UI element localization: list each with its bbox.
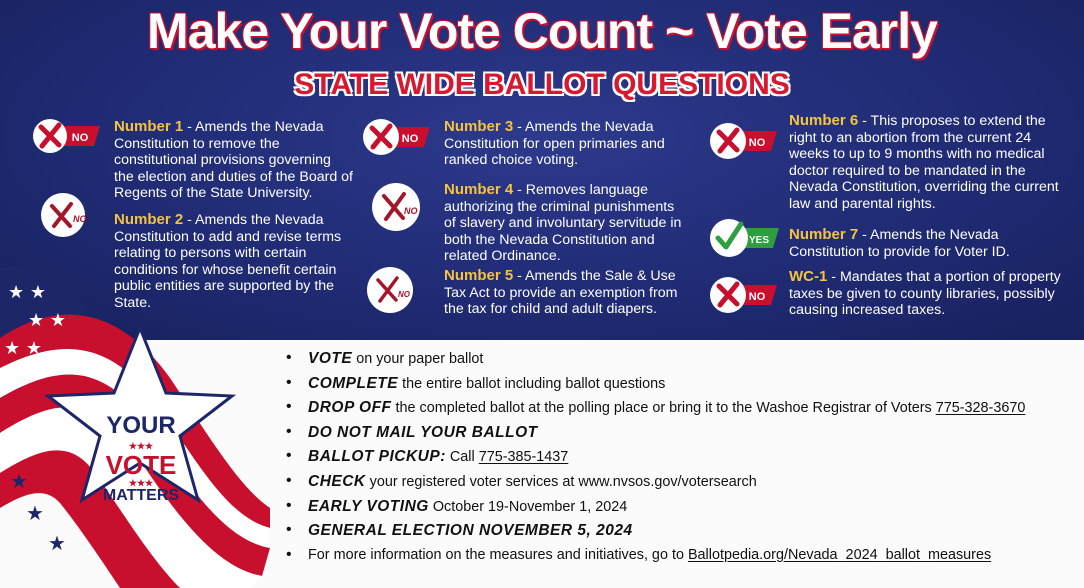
list-item: • BALLOT PICKUP: Call 775-385-1437 (286, 448, 1025, 473)
svg-text:★: ★ (48, 531, 66, 555)
svg-text:NO: NO (71, 132, 89, 144)
badge-stars-top: ★★★ (128, 441, 154, 451)
svg-text:★: ★ (10, 469, 28, 493)
page-title: Make Your Vote Count ~ Vote Early (147, 3, 937, 59)
no-mark-icon-4 (371, 182, 421, 232)
no-mark-icon-1 (32, 116, 102, 156)
svg-text:NO: NO (748, 137, 766, 149)
badge-matters: MATTERS (102, 487, 180, 504)
yes-mark-icon (709, 216, 781, 260)
no-mark-icon-3 (362, 116, 432, 158)
list-item: • EARLY VOTING October 19-November 1, 2024 (286, 498, 1025, 523)
question-wc1: WC-1 - Mandates that a portion of property taxes be given to county libraries, possibly causing increased taxes. (789, 268, 1061, 318)
list-item: • DROP OFF the completed ballot at the polling place or bring it to the Washoe Registrar of Voters 775-328-3670 (286, 399, 1025, 424)
list-item: • CHECK your registered voter services at www.nvsos.gov/votersearch (286, 473, 1025, 498)
registrar-phone-link[interactable]: 775-328-3670 (935, 400, 1026, 417)
svg-text:★: ★ (26, 501, 44, 525)
badge-stars-bottom: ★★★ (128, 478, 154, 488)
list-item: • DO NOT MAIL YOUR BALLOT (286, 424, 1025, 449)
question-1: Number 1 - Amends the Nevada Constitution to remove the constitutional provisions governing the election and duties of the Board of Regents of the State University. (114, 118, 353, 201)
ballotpedia-link[interactable]: Ballotpedia.org/Nevada_2024_ballot_measures (687, 546, 992, 563)
no-mark-icon-5 (366, 266, 414, 314)
badge-vote: VOTE (105, 450, 177, 480)
svg-text:NO: NO (398, 290, 410, 299)
svg-text:NO: NO (73, 214, 86, 224)
list-item: • COMPLETE the entire ballot including ballot questions (286, 375, 1025, 400)
no-mark-icon-7 (709, 274, 779, 316)
list-item: • GENERAL ELECTION NOVEMBER 5, 2024 (286, 522, 1025, 547)
list-item: • VOTE on your paper ballot (286, 350, 1025, 375)
question-2: Number 2 - Amends the Nevada Constitution to add and revise terms relating to persons with certain conditions for whose benefit certain public entities are supported by the State. (114, 211, 342, 311)
question-5: Number 5 - Amends the Sale & Use Tax Act to provide an exemption from the tax for child and adult diapers. (444, 267, 678, 317)
page-subtitle: STATE WIDE BALLOT QUESTIONS (294, 68, 790, 101)
svg-text:NO: NO (748, 291, 766, 303)
badge-your: YOUR (106, 412, 176, 439)
ballot-pickup-phone-link[interactable]: 775-385-1437 (478, 449, 569, 466)
no-mark-icon-2 (40, 192, 86, 238)
question-4: Number 4 - Removes language authorizing the criminal punishments of slavery and involuntary servitude in both the Nevada Constitution and related Ordinance. (444, 181, 682, 264)
question-6: Number 6 - This proposes to extend the right to an abortion from the current 24 weeks to up to 9 months with no medical doctor required to be mandated in the Nevada Constitution, overriding the current law and parental rights. (789, 112, 1059, 212)
question-7: Number 7 - Amends the Nevada Constitution to provide for Voter ID. (789, 226, 1010, 260)
instruction-list (286, 350, 1025, 571)
question-3: Number 3 - Amends the Nevada Constitution for open primaries and ranked choice voting. (444, 118, 665, 168)
list-item: • For more information on the measures and initiatives, go to Ballotpedia.org/Nevada_2024_ballot_measures (286, 547, 1025, 572)
svg-text:★ ★: ★ ★ (28, 310, 66, 331)
svg-text:NO: NO (401, 133, 419, 145)
svg-text:★ ★: ★ ★ (8, 282, 46, 303)
svg-text:NO: NO (404, 206, 418, 216)
svg-text:★ ★: ★ ★ (4, 338, 42, 359)
svg-text:YES: YES (748, 235, 770, 246)
no-mark-icon-6 (709, 120, 779, 162)
